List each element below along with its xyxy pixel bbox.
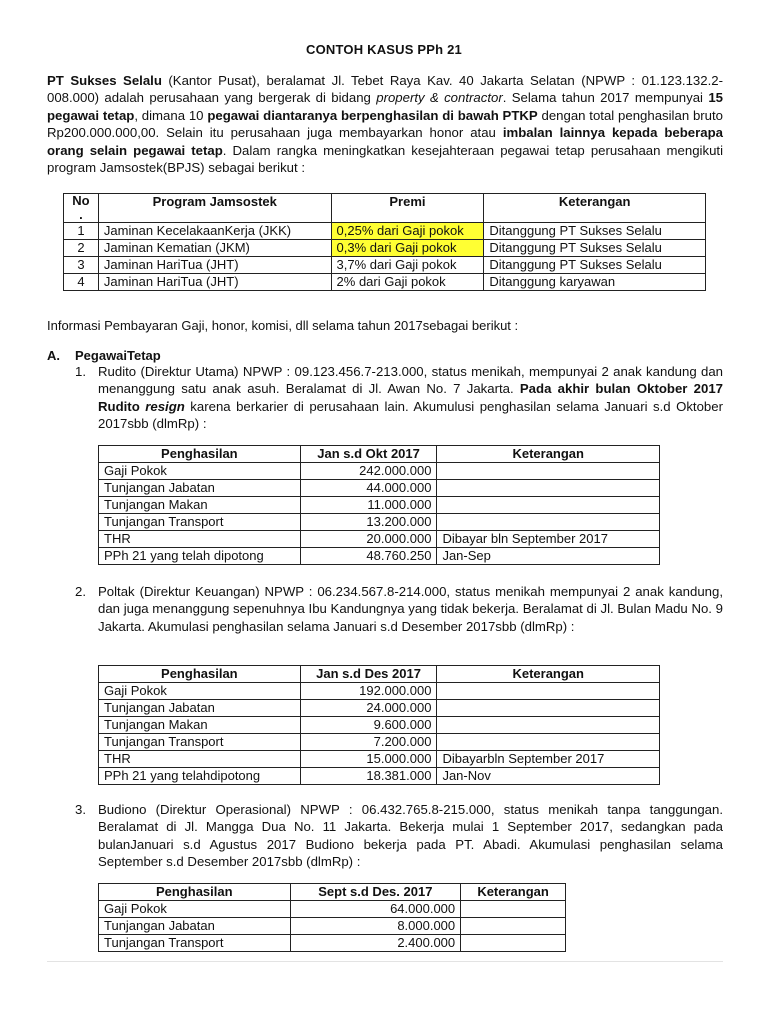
table-cell	[437, 734, 660, 751]
table-row	[64, 257, 706, 274]
table-cell: PPh 21 yang telah dipotong	[99, 548, 301, 565]
table-cell: 192.000.000	[300, 683, 437, 700]
table-header-row	[99, 884, 566, 901]
company-name: PT Sukses Selalu	[47, 73, 162, 88]
table-row	[99, 548, 660, 565]
column-header: Program Jamsostek	[98, 194, 331, 223]
table-cell: 48.760.250	[300, 548, 437, 565]
table-cell: 13.200.000	[300, 514, 437, 531]
table-row	[64, 223, 706, 240]
table-cell	[437, 497, 660, 514]
table-cell: THR	[99, 531, 301, 548]
table-cell: THR	[99, 751, 301, 768]
table-cell: Tunjangan Jabatan	[99, 700, 301, 717]
table-cell: Jaminan KecelakaanKerja (JKK)	[98, 223, 331, 240]
table-cell: 9.600.000	[300, 717, 437, 734]
list-item-text: Poltak (Direktur Keuangan) NPWP : 06.234.567.8-214.000, status menikah mempunyai 2 anak kandung, dan juga menanggung sepenuhnya Ibu Kandungnya yang tidak bekerja. Beralamat di Jl. Bulan Madu No. 9 Jakarta. Akumulasi penghasilan selama Januari s.d Desember 2017sbb (dlmRp) :	[98, 584, 723, 634]
ptkp-note: pegawai diantaranya berpenghasilan di bawah PTKP	[207, 107, 538, 123]
table-cell: Tunjangan Makan	[99, 717, 301, 734]
table-row	[64, 274, 706, 291]
table-cell: 2	[64, 240, 99, 257]
table-row	[99, 480, 660, 497]
table-cell: 11.000.000	[300, 497, 437, 514]
table-cell	[461, 935, 566, 952]
business-field: property & contractor	[376, 90, 503, 106]
table-cell: Tunjangan Transport	[99, 734, 301, 751]
table-cell: 8.000.000	[290, 918, 461, 935]
column-header: Premi	[331, 194, 484, 223]
table-header-row	[99, 666, 660, 683]
table-cell: Ditanggung PT Sukses Selalu	[484, 223, 706, 240]
income-table-rudito	[98, 445, 660, 565]
table-row	[99, 918, 566, 935]
table-cell: Gaji Pokok	[99, 463, 301, 480]
table-cell	[437, 700, 660, 717]
table-cell: Jan-Sep	[437, 548, 660, 565]
table-cell: 3,7% dari Gaji pokok	[331, 257, 484, 274]
table-row	[99, 514, 660, 531]
table-cell: Tunjangan Makan	[99, 497, 301, 514]
table-cell	[461, 901, 566, 918]
column-header: Jan s.d Des 2017	[300, 666, 437, 683]
table-cell: Gaji Pokok	[99, 901, 291, 918]
income-table-poltak	[98, 665, 660, 785]
table-cell: 44.000.000	[300, 480, 437, 497]
table-cell: 1	[64, 223, 99, 240]
document-title: CONTOH KASUS PPh 21	[306, 42, 462, 57]
table-cell: Jaminan HariTua (JHT)	[98, 274, 331, 291]
table-row	[99, 683, 660, 700]
table-row	[99, 531, 660, 548]
table-cell: Gaji Pokok	[99, 683, 301, 700]
table-cell: 3	[64, 257, 99, 274]
table-cell: PPh 21 yang telahdipotong	[99, 768, 301, 785]
employee-count: 15 pegawai tetap	[47, 90, 723, 123]
column-header: Penghasilan	[99, 446, 301, 463]
table-cell: 7.200.000	[300, 734, 437, 751]
list-number: 2.	[75, 584, 86, 599]
list-item-text: Rudito (Direktur Utama) NPWP : 09.123.456.7-213.000, status menikah, mempunyai 2 anak kandung dan menanggung satu anak asuh. Beralamat di Jl. Awan No. 7 Jakarta. Pada akhir bulan Oktober 2017 Rudito resign karena berkarier di perusahaan lain. Akumulusi penghasilan selama Januari s.d Oktober 2017sbb (dlmRp) :	[98, 364, 723, 432]
list-number: 3.	[75, 802, 86, 817]
table-cell	[437, 480, 660, 497]
table-cell: 2% dari Gaji pokok	[331, 274, 484, 291]
column-header: Keterangan	[461, 884, 566, 901]
table-cell: Tunjangan Jabatan	[99, 918, 291, 935]
list-item	[75, 801, 723, 871]
table-cell: Tunjangan Transport	[99, 514, 301, 531]
list-item	[75, 363, 723, 433]
table-cell	[437, 683, 660, 700]
table-cell: 20.000.000	[300, 531, 437, 548]
column-header: Sept s.d Des. 2017	[290, 884, 461, 901]
column-header: Penghasilan	[99, 884, 291, 901]
column-header: No .	[64, 194, 99, 223]
jamsostek-table	[63, 193, 706, 291]
table-cell: 4	[64, 274, 99, 291]
table-row	[64, 240, 706, 257]
info-line: Informasi Pembayaran Gaji, honor, komisi, dll selama tahun 2017sebagai berikut :	[47, 318, 519, 333]
table-cell: 242.000.000	[300, 463, 437, 480]
table-row	[99, 734, 660, 751]
table-cell	[437, 717, 660, 734]
table-cell: Jan-Nov	[437, 768, 660, 785]
table-cell	[437, 463, 660, 480]
list-item	[75, 583, 723, 635]
section-heading: A. PegawaiTetap	[47, 348, 161, 363]
table-cell: Jaminan Kematian (JKM)	[98, 240, 331, 257]
table-cell: 64.000.000	[290, 901, 461, 918]
table-cell: Dibayar bln September 2017	[437, 531, 660, 548]
table-cell: 2.400.000	[290, 935, 461, 952]
table-cell: 15.000.000	[300, 751, 437, 768]
table-cell: 18.381.000	[300, 768, 437, 785]
highlighted-cell: 0,25% dari Gaji pokok	[331, 223, 484, 240]
list-number: 1.	[75, 364, 86, 379]
other-compensation-note: imbalan lainnya kepada beberapa orang selain pegawai tetap	[47, 125, 723, 158]
highlighted-cell: 0,3% dari Gaji pokok	[331, 240, 484, 257]
table-row	[99, 700, 660, 717]
table-row	[99, 751, 660, 768]
column-header: Keterangan	[484, 194, 706, 223]
list-item-text: Budiono (Direktur Operasional) NPWP : 06.432.765.8-215.000, status menikah tanpa tanggungan. Beralamat di Jl. Mangga Dua No. 11 Jakarta. Bekerja mulai 1 September 2017, sedangkan pada bulanJanuari s.d Agustus 2017 Budiono bekerja pada PT. Abadi. Akumulasi penghasilan selama September s.d Desember 2017sbb (dlmRp) :	[98, 802, 723, 870]
table-cell: 24.000.000	[300, 700, 437, 717]
income-table-budiono	[98, 883, 566, 952]
table-cell: Dibayarbln September 2017	[437, 751, 660, 768]
table-cell: Jaminan HariTua (JHT)	[98, 257, 331, 274]
table-cell	[437, 514, 660, 531]
table-cell: Tunjangan Jabatan	[99, 480, 301, 497]
table-cell: Ditanggung PT Sukses Selalu	[484, 257, 706, 274]
table-header-row	[64, 194, 706, 223]
page-divider	[47, 961, 723, 962]
intro-paragraph: PT Sukses Selalu (Kantor Pusat), beralamat Jl. Tebet Raya Kav. 40 Jakarta Selatan (NPWP : 01.123.132.2-008.000) adalah perusahaan yang bergerak di bidang property & contractor. Selama tahun 2017 mempunyai 15 pegawai tetap, dimana 10 pegawai diantaranya berpenghasilan di bawah PTKP dengan total penghasilan bruto Rp200.000.000,00. Selain itu perusahaan juga membayarkan honor atau imbalan lainnya kepada beberapa orang selain pegawai tetap. Dalam rangka meningkatkan kesejahteraan pegawai tetap perusahaan mengikuti program Jamsostek(BPJS) sebagai berikut :	[47, 73, 723, 176]
table-row	[99, 768, 660, 785]
table-row	[99, 935, 566, 952]
table-row	[99, 717, 660, 734]
table-row	[99, 463, 660, 480]
table-header-row	[99, 446, 660, 463]
table-row	[99, 497, 660, 514]
table-row	[99, 901, 566, 918]
table-cell: Ditanggung karyawan	[484, 274, 706, 291]
column-header: Keterangan	[437, 666, 660, 683]
table-cell: Ditanggung PT Sukses Selalu	[484, 240, 706, 257]
table-cell: Tunjangan Transport	[99, 935, 291, 952]
column-header: Keterangan	[437, 446, 660, 463]
table-cell	[461, 918, 566, 935]
column-header: Jan s.d Okt 2017	[300, 446, 437, 463]
column-header: Penghasilan	[99, 666, 301, 683]
